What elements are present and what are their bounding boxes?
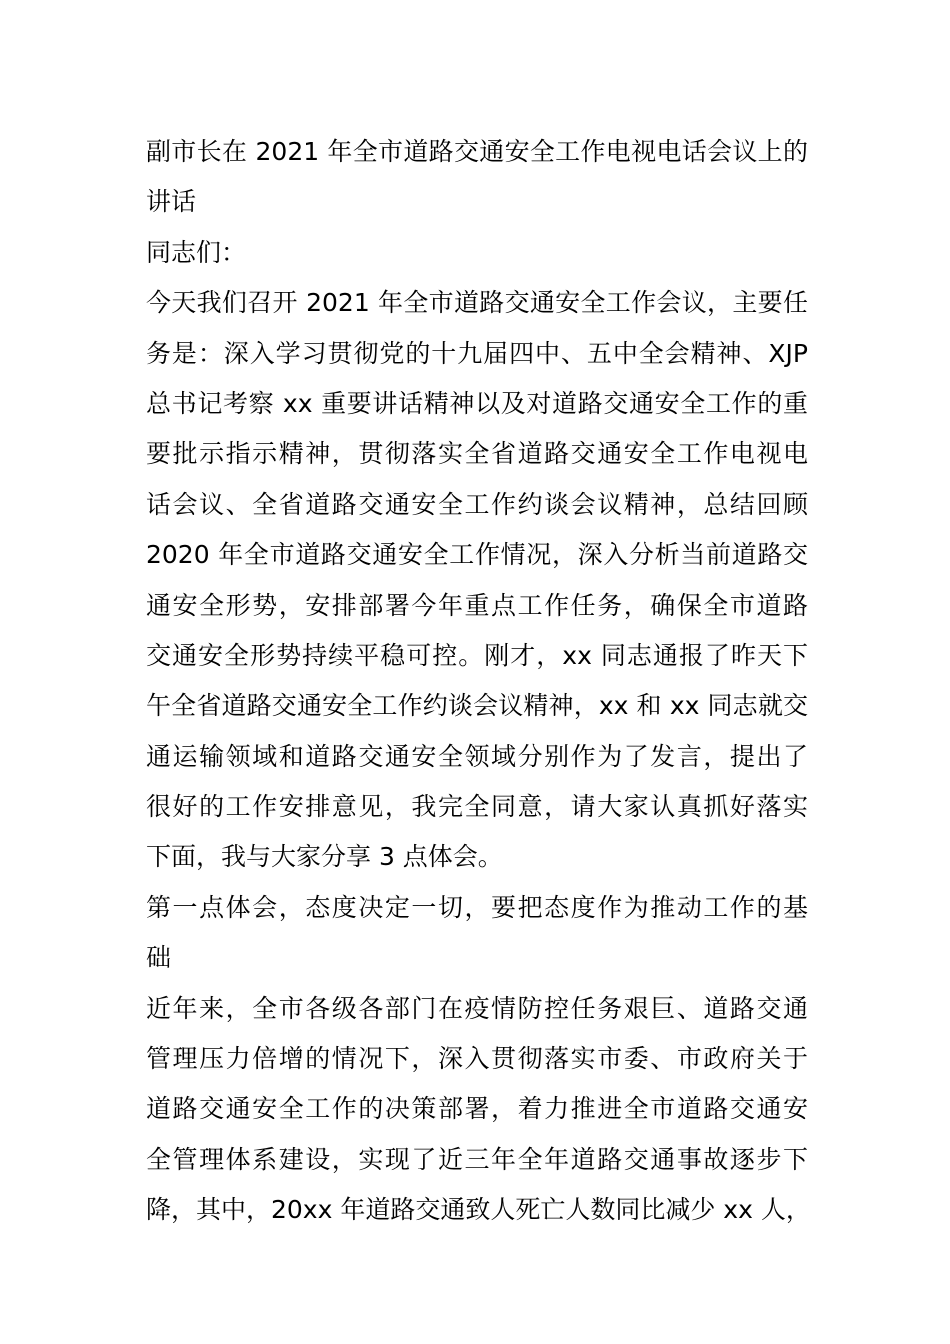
document-body [146, 127, 811, 1236]
paragraph-1 [146, 278, 808, 883]
paragraph-2-line: 近年来，全市各级各部门在疫情防控任务艰巨、道路交通 [146, 993, 808, 1023]
paragraph-1-line: 通运输领域和道路交通安全领域分别作为了发言，提出了 [146, 741, 808, 771]
paragraph-2-line: 降，其中，20xx 年道路交通致人死亡人数同比减少 xx 人， [146, 1195, 811, 1225]
paragraph-2-line: 管理压力倍增的情况下，深入贯彻落实市委、市政府关于 [146, 1044, 808, 1074]
paragraph-1-line: 2020 年全市道路交通安全工作情况，深入分析当前道路交 [146, 540, 808, 570]
paragraph-2 [146, 984, 811, 1236]
salutation: 同志们： [146, 237, 247, 267]
paragraph-2-line: 道路交通安全工作的决策部署，着力推进全市道路交通安 [146, 1094, 808, 1124]
paragraph-1-line: 总书记考察 xx 重要讲话精神以及对道路交通安全工作的重 [146, 388, 808, 418]
title-line-1: 副市长在 2021 年全市道路交通安全工作电视电话会议上的 [146, 137, 808, 166]
paragraph-1-line: 很好的工作安排意见，我完全同意，请大家认真抓好落实 [146, 792, 808, 822]
paragraph-1-line: 务是：深入学习贯彻党的十九届四中、五中全会精神、XJP [146, 338, 808, 368]
title-line-2: 讲话 [146, 187, 197, 217]
document-title [146, 127, 808, 228]
heading-1-line: 第一点体会，态度决定一切，要把态度作为推动工作的基 [146, 892, 808, 922]
paragraph-1-line: 下面，我与大家分享 3 点体会。 [146, 842, 503, 872]
paragraph-1-line: 今天我们召开 2021 年全市道路交通安全工作会议，主要任 [146, 288, 808, 318]
paragraph-1-line: 要批示指示精神，贯彻落实全省道路交通安全工作电视电 [146, 439, 808, 469]
paragraph-1-line: 话会议、全省道路交通安全工作约谈会议精神，总结回顾 [146, 489, 808, 519]
paragraph-2-line: 全管理体系建设，实现了近三年全年道路交通事故逐步下 [146, 1144, 808, 1174]
paragraph-1-line: 午全省道路交通安全工作约谈会议精神，xx 和 xx 同志就交 [146, 691, 808, 721]
section-heading-1 [146, 883, 808, 984]
heading-1-line: 础 [146, 943, 172, 973]
paragraph-1-line: 交通安全形势持续平稳可控。刚才，xx 同志通报了昨天下 [146, 640, 808, 670]
paragraph-1-line: 通安全形势，安排部署今年重点工作任务，确保全市道路 [146, 590, 808, 620]
